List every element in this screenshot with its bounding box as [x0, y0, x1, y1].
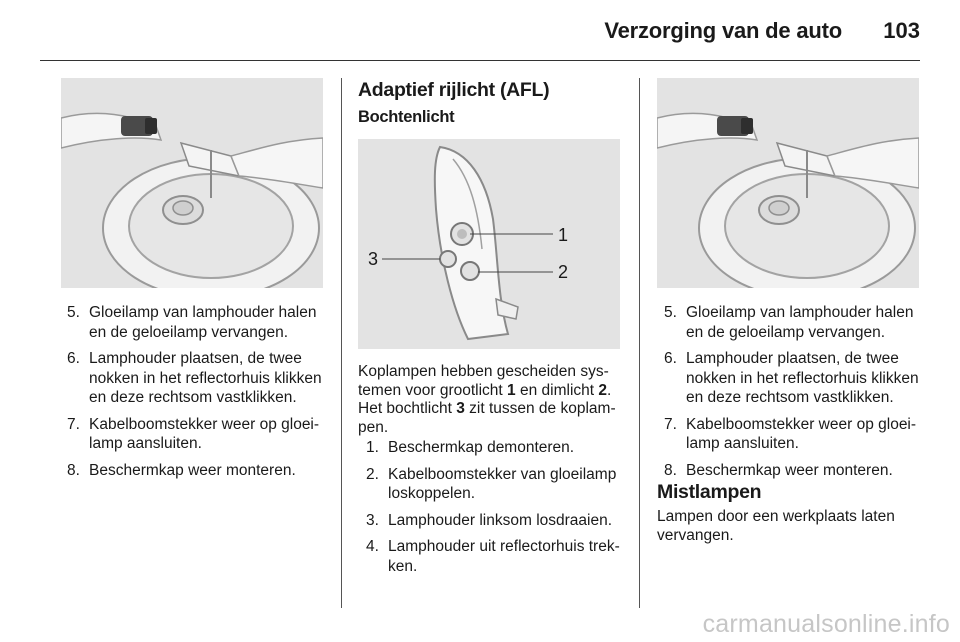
list-item: 2. Kabelboomstekker van gloeilamp loskoppelen. — [366, 465, 617, 502]
intro-paragraph: Koplampen hebben gescheiden sys-temen voor grootlicht 1 en dimlicht 2. Het bochtlicht 3 zit tussen de koplam-pen. — [358, 363, 616, 436]
list-item: 6. Lamphouder plaatsen, de twee nokken in het reflectorhuis klikken en deze rechtsom vastklikken. — [664, 350, 919, 406]
page-header — [0, 0, 960, 60]
figure-label-1: 1 — [558, 225, 569, 245]
list-item: 5. Gloeilamp van lamphouder halen en de geloeilamp vervangen. — [67, 304, 317, 341]
subsection-title-bochtenlicht: Bochtenlicht — [358, 108, 455, 126]
list-item: 4. Lamphouder uit reflectorhuis trek-ken. — [366, 538, 620, 575]
headlamp-diagram — [358, 139, 620, 349]
middle-steps-list — [366, 438, 628, 583]
figure-label-2: 2 — [558, 262, 569, 282]
header-divider — [40, 60, 920, 61]
right-steps-list — [664, 303, 926, 487]
bulb-replacement-illustration-left — [61, 78, 323, 288]
mistlampen-paragraph: Lampen door een werkplaats laten vervangen. — [657, 508, 895, 544]
watermark: carmanualsonline.info — [702, 610, 950, 638]
section-title-mistlampen: Mistlampen — [657, 481, 762, 503]
page-title: Verzorging van de auto — [604, 18, 842, 43]
bulb-replacement-illustration-right — [657, 78, 919, 288]
list-item: 3. Lamphouder linksom losdraaien. — [366, 511, 613, 529]
list-item: 7. Kabelboomstekker weer op gloei-lamp aansluiten. — [664, 415, 917, 452]
left-steps-list — [67, 303, 329, 487]
list-item: 7. Kabelboomstekker weer op gloei-lamp aansluiten. — [67, 415, 320, 452]
column-divider-left — [341, 78, 342, 608]
page-number: 103 — [883, 18, 920, 43]
list-item: 5. Gloeilamp van lamphouder halen en de geloeilamp vervangen. — [664, 304, 914, 341]
list-item: 8. Beschermkap weer monteren. — [67, 461, 296, 479]
bulb-illustration-svg — [61, 78, 323, 288]
column-divider-right — [639, 78, 640, 608]
headlamp-diagram-svg — [358, 139, 620, 349]
list-item: 1. Beschermkap demonteren. — [366, 439, 575, 456]
list-item: 8. Beschermkap weer monteren. — [664, 461, 893, 479]
bulb-illustration-svg — [657, 78, 919, 288]
section-title-afl: Adaptief rijlicht (AFL) — [358, 79, 550, 101]
list-item: 6. Lamphouder plaatsen, de twee nokken in het reflectorhuis klikken en deze rechtsom vastklikken. — [67, 350, 322, 406]
figure-label-3: 3 — [368, 249, 379, 269]
